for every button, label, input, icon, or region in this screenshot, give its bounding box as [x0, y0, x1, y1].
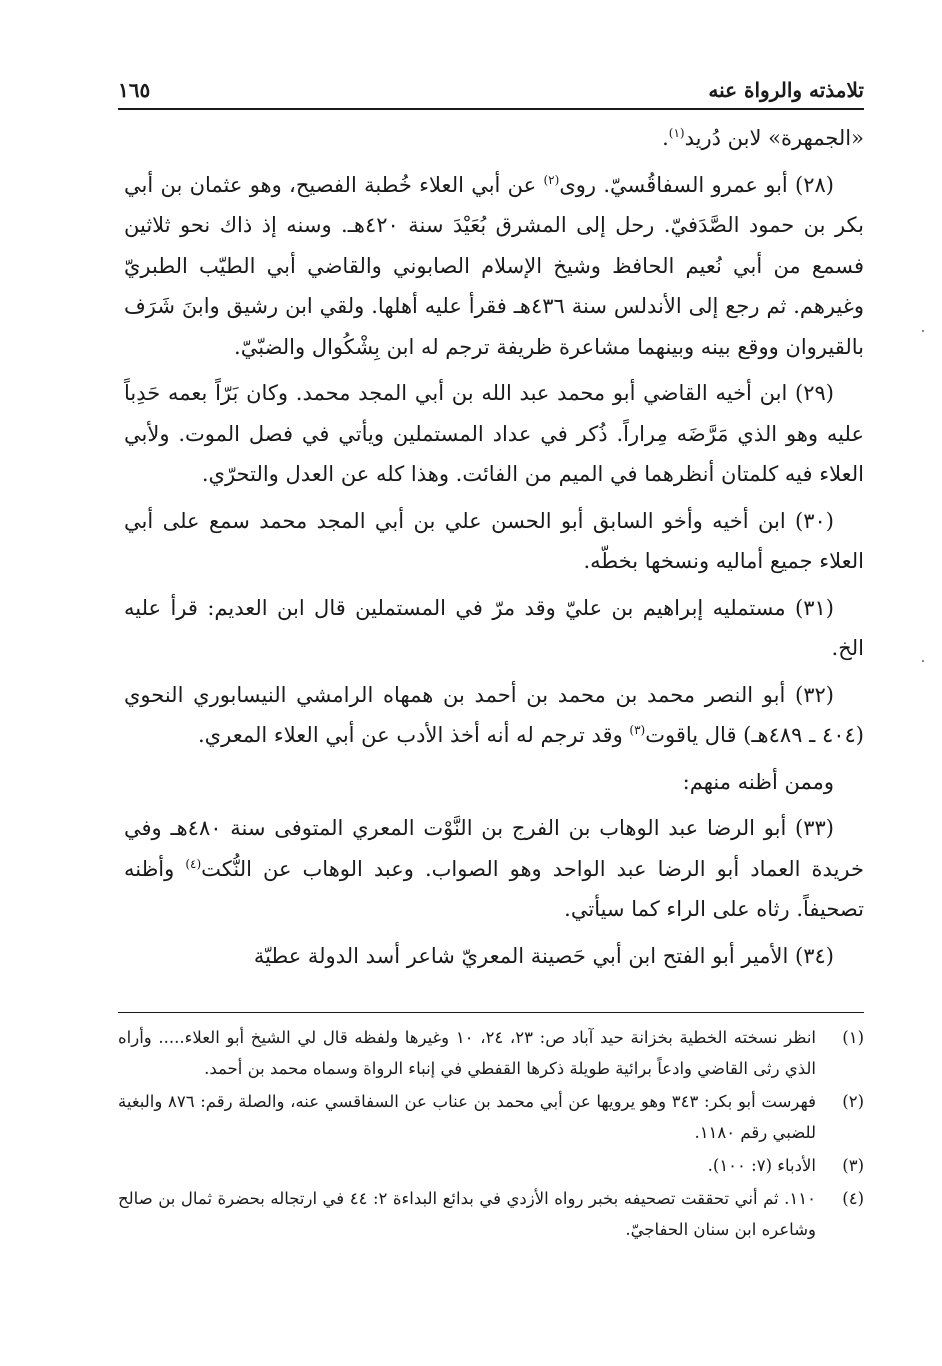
running-header [118, 62, 864, 108]
paragraph-text: (٢٩) ابن أخيه القاضي أبو محمد عبد الله بن أبي المجد محمد. وكان بَرّاً بعمه حَدِباً عليه وهو الذي مَرَّضَه مِراراً. ذُكر في عداد المستملين ويأتي في فصل الموت. ولأبي العلاء فيه كلمتان أنظرهما في الميم من الفائت. وهذا كله عن العدل والتحرّي. [124, 381, 864, 486]
footnote-item [118, 1150, 864, 1181]
footnote-marker: (٣) [629, 723, 646, 737]
footnote-text: ١١٠. ثم أني تحققت تصحيفه بخبر رواه الأزدي في بدائع البداءة ٢: ٤٤ في ارتجاله بحضرة ثمال بن صالح وشاعره ابن سنان الحفاجيّ. [118, 1189, 816, 1239]
footnote-marker: (٤) [185, 856, 202, 871]
header-rule [118, 108, 864, 110]
paragraph-p31 [124, 588, 864, 669]
footnote-number: (١) [842, 1028, 864, 1047]
footnote-number: (٤) [842, 1189, 864, 1208]
footnote-text: الأدباء (٧: ١٠٠). [707, 1156, 816, 1175]
paragraph-p-mimman [124, 762, 864, 803]
footnote-marker: (٢) [543, 172, 560, 187]
paragraph-p33 [124, 808, 864, 930]
scan-speck [922, 330, 924, 332]
footnote-item [118, 1183, 864, 1245]
page-number: ١٦٥ [118, 78, 151, 102]
paragraph-text: . [662, 126, 669, 150]
paragraph-p0 [124, 118, 864, 159]
footnotes [118, 1022, 864, 1247]
paragraph-text: عن أبي العلاء خُطبة الفصيح، وهو عثمان بن أبي بكر بن حمود الصَّدَفيّ. رحل إلى المشرق بُعَيْدَ سنة ٤٢٠هـ. وسنه إذ ذاك نحو ثلاثين فسمع من أبي نُعيم الحافظ وشيخ الإسلام الصابوني والقاضي أبي الطيّب الطبريّ وغيرهم. ثم رجع إلى الأندلس سنة ٤٣٦هـ فقرأ عليه أهلها. ولقي ابن رشيق وابنَ شَرَف بالقيروان ووقع بينه وبينهما مشاعرة ظريفة ترجم له ابن بِشْكُوال والضبّيّ. [124, 172, 864, 359]
paragraph-text: «الجمهرة» لابن دُريد [684, 126, 864, 150]
footnote-rule [118, 1012, 864, 1013]
footnote-number: (٢) [842, 1092, 864, 1111]
paragraph-text: (٣١) مستمليه إبراهيم بن عليّ وقد مرّ في المستملين قال ابن العديم: قرأ عليه الخ. [124, 595, 864, 660]
chapter-title: تلامذته والرواة عنه [708, 78, 864, 102]
paragraph-text: وممن أظنه منهم: [682, 769, 834, 794]
footnote-number: (٣) [842, 1156, 864, 1175]
paragraph-p29 [124, 373, 864, 495]
footnote-marker: (١) [668, 126, 685, 140]
paragraph-p28 [124, 165, 864, 368]
paragraph-text: (٢٨) أبو عمرو السفاقُسيّ. روى [559, 172, 834, 197]
footnote-item [118, 1022, 864, 1084]
footnote-item [118, 1086, 864, 1148]
footnote-text: انظر نسخته الخطية بخزانة حيد آباد ص: ٢٣، ٢٤، ١٠ وغيرها ولفظه قال لي الشيخ أبو العلاء..... وأراه الذي رثى القاضي وادعاً برائية طويلة ذكرها القفطي في إنباء الرواة وسماه محمد بن أحمد. [118, 1028, 817, 1078]
scan-speck [922, 660, 924, 662]
paragraph-p30 [124, 501, 864, 582]
paragraph-p34 [124, 936, 864, 977]
paragraph-text: وأظنه تصحيفاً. رثاه على الراء كما سيأتي. [124, 856, 864, 921]
main-text [124, 118, 864, 982]
paragraph-text: وقد ترجم له أنه أخذ الأدب عن أبي العلاء المعري. [198, 723, 630, 747]
paragraph-text: (٣٤) الأمير أبو الفتح ابن أبي حَصينة المعريّ شاعر أسد الدولة عطيّة [253, 943, 834, 968]
paragraph-text: (٣٢) أبو النصر محمد بن محمد بن أحمد بن همهاه الرامشي النيسابوري النحوي (٤٠٤ ـ ٤٨٩هـ) قال ياقوت [124, 682, 864, 747]
paragraph-text: (٣٣) أبو الرضا عبد الوهاب بن الفرج بن النَّوْت المعري المتوفى سنة ٤٨٠هـ وفي خريدة العماد أبو الرضا عبد الواحد وهو الصواب. وعبد الوهاب عن النُّكت [124, 816, 864, 881]
footnote-text: فهرست أبو بكر: ٣٤٣ وهو يرويها عن أبي محمد بن عناب عن السفاقسي عنه، والصلة رقم: ٨٧٦ والبغية للضبي رقم ١١٨٠. [118, 1092, 816, 1142]
paragraph-p32 [124, 675, 864, 756]
paragraph-text: (٣٠) ابن أخيه وأخو السابق أبو الحسن علي بن أبي المجد محمد سمع على أبي العلاء جميع أماليه ونسخها بخطّه. [124, 508, 864, 573]
